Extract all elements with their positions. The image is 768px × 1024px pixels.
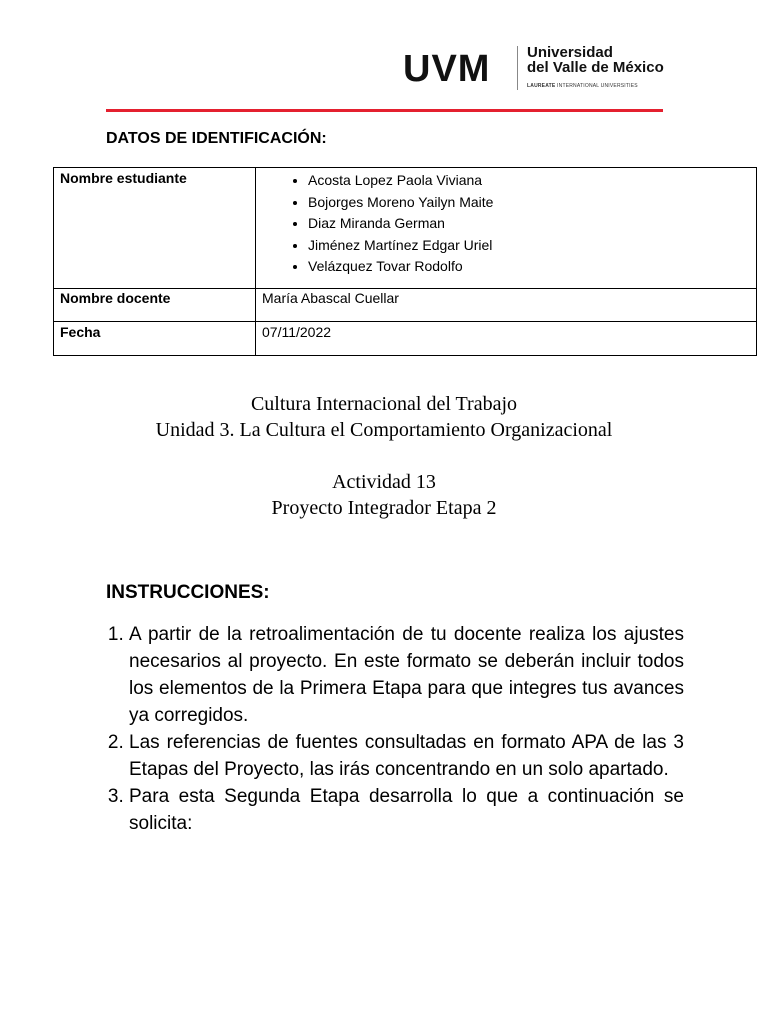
list-item: 1. A partir de la retroalimentación de tu docente realiza los ajustes necesarios al proyecto. En este formato se deberán incluir todos los elementos de la Primera Etapa para que integres tus avances ya corregidos. <box>129 621 684 729</box>
unit-title: Unidad 3. La Cultura el Comportamiento Organizacional <box>155 419 613 441</box>
activity-title: Actividad 13 <box>332 471 436 493</box>
table-row <box>54 168 757 289</box>
identification-table <box>53 167 757 356</box>
logo-university-name <box>527 45 664 75</box>
student-list <box>262 170 750 278</box>
instructions-heading: INSTRUCCIONES: <box>106 582 270 603</box>
list-item: • Jiménez Martínez Edgar Uriel <box>308 235 750 257</box>
course-title-block <box>0 391 768 443</box>
list-item: 3. Para esta Segunda Etapa desarrolla lo que a continuación se solicita: <box>129 783 684 837</box>
uvm-logo <box>403 44 663 92</box>
student-label: Nombre estudiante <box>54 168 256 289</box>
student-list-cell <box>256 168 757 289</box>
table-row <box>54 289 757 322</box>
logo-line-1: Universidad <box>527 44 613 61</box>
course-title: Cultura Internacional del Trabajo <box>250 393 518 415</box>
list-item: 2. Las referencias de fuentes consultadas en formato APA de las 3 Etapas del Proyecto, las irás concentrando en un solo apartado. <box>129 729 684 783</box>
logo-divider <box>517 46 518 90</box>
teacher-label: Nombre docente <box>54 289 256 322</box>
list-item: • Bojorges Moreno Yailyn Maite <box>308 192 750 214</box>
logo-tag-bold: LAUREATE <box>527 83 556 89</box>
list-item: • Velázquez Tovar Rodolfo <box>308 256 750 278</box>
list-item: • Acosta Lopez Paola Viviana <box>308 170 750 192</box>
activity-title-block <box>0 469 768 521</box>
project-title: Proyecto Integrador Etapa 2 <box>271 497 497 519</box>
logo-tagline <box>527 83 638 89</box>
header-divider <box>106 109 663 112</box>
teacher-value: María Abascal Cuellar <box>256 289 757 322</box>
table-row <box>54 322 757 356</box>
logo-mark: UVM <box>403 48 491 90</box>
logo-tag-rest: INTERNATIONAL UNIVERSITIES <box>555 83 638 89</box>
logo-line-2: del Valle de México <box>527 59 664 76</box>
instructions-list <box>106 621 684 837</box>
date-value: 07/11/2022 <box>256 322 757 356</box>
date-label: Fecha <box>54 322 256 356</box>
section-title: DATOS DE IDENTIFICACIÓN: <box>106 130 327 147</box>
list-item: • Diaz Miranda German <box>308 213 750 235</box>
